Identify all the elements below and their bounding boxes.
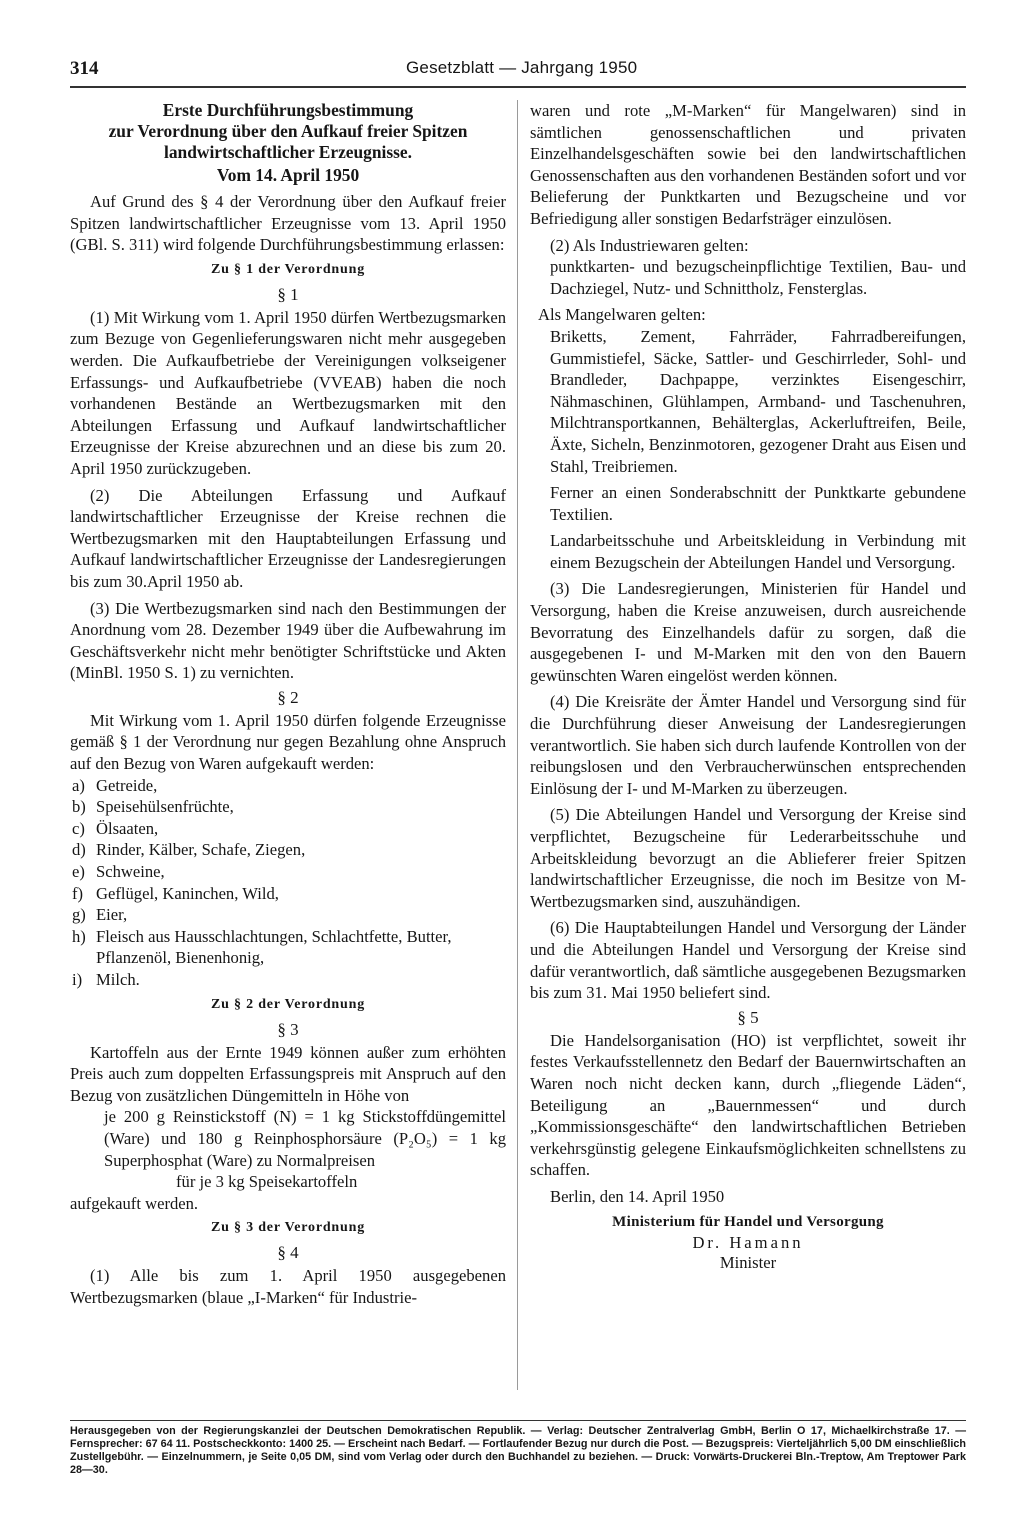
list-item xyxy=(70,839,506,861)
list-item xyxy=(70,969,506,991)
list-item-letter: a) xyxy=(72,775,85,795)
section-3-closing: aufgekauft werden. xyxy=(70,1193,199,1213)
list-item xyxy=(70,883,506,905)
list-item xyxy=(70,926,506,969)
list-item-text: Milch. xyxy=(96,970,140,989)
section-4-paragraph: (6) Die Hauptabteilungen Handel und Versorgung der Länder und die Abteilungen Handel und Versorgung der Kreise sind dafür verantwortlich, daß sämtliche ausgegebenen Bezugsmarken bis zum 31. Mai 1950 beliefert sind. xyxy=(530,918,966,1003)
left-column xyxy=(70,100,506,1309)
preamble: Auf Grund des § 4 der Verordnung über den Aufkauf freier Spitzen landwirtschaftlicher Erzeugnisse vom 13. April 1950 (GBl. S. 311) wird folgende Durchführungsbestimmung erlassen: xyxy=(70,192,506,255)
section-1-paragraph: (3) Die Wertbezugsmarken sind nach den Bestimmungen der Anordnung vom 28. Dezember 1949 über die Aufbewahrung im Geschäftsverkehr nicht mehr benötigter Schriftstücke und Akten (MinBl. 1950 S. 1) zu vernichten. xyxy=(70,598,506,683)
list-item xyxy=(70,818,506,840)
list-item-text: Ölsaaten, xyxy=(96,818,159,838)
list-item-letter: g) xyxy=(72,905,86,925)
section-3-formula-basis: für je 3 kg Speisekartoffeln xyxy=(176,1172,358,1192)
section-1-paragraph: (1) Mit Wirkung vom 1. April 1950 dürfen Wertbezugsmarken zum Bezuge von Gegenlieferungswaren nicht mehr ausgegeben werden. Die Aufkaufbetriebe der Vereinigungen volkseigener Erfassungs- und Aufkaufbetriebe (VVEAB) haben die noch vorhandenen Bestände an Wertbezugsmarken mit den Abteilungen Erfassung und Aufkauf landwirtschaftlicher Erzeugnisse der Kreise abzurechnen und an diese bis zum 20. April 1950 zurückzugeben. xyxy=(70,307,506,478)
section-4-paragraph-1-continued: waren und rote „M-Marken“ für Mangelwaren) sind in sämtlichen genossenschaftlichen und privaten Einzelhandelsgeschäften sowie bei den landwirtschaftlichen Genossenschaften aus den vorhandenen Beständen sofort und vor Belieferung der Punktkarten und Bezugscheine und vor Befriedigung aller sonstigen Bedarfsträger einzulösen. xyxy=(530,101,966,228)
list-item xyxy=(70,904,506,926)
document-title-line: zur Verordnung über den Aufkauf freier Spitzen xyxy=(108,121,468,141)
document-title-line: Erste Durchführungsbestimmung xyxy=(162,100,414,120)
list-item-letter: d) xyxy=(72,840,86,860)
scarce-goods-list: Briketts, Zement, Fahrräder, Fahrradbereifungen, Gummistiefel, Säcke, Sattler- und Geschirrleder, Sohl- und Brandleder, Dachpappe, verzinktes Eisengeschirr, Nähmaschinen, Glühlampen, Armband- und Taschenuhren, Milchtransportkannen, Behälterglas, Ackerluftreifen, Beile, Äxte, Sicheln, Benzinmotoren, gezogener Draht aus Eisen und Stahl, Treibriemen. xyxy=(550,326,966,476)
list-item-text: Speisehülsenfrüchte, xyxy=(96,797,234,817)
scarce-goods-workwear: Landarbeitsschuhe und Arbeitskleidung in Verbindung mit einem Bezugschein der Abteilungen Handel und Versorgung. xyxy=(550,531,966,572)
subheading-zu-paragraph-1: Zu § 1 der Verordnung xyxy=(211,261,365,277)
list-item-text: Getreide, xyxy=(96,775,158,795)
list-item-text: Schweine, xyxy=(96,862,165,882)
issuing-ministry: Ministerium für Handel und Versorgung xyxy=(612,1213,884,1230)
subheading-zu-paragraph-2: Zu § 2 der Verordnung xyxy=(211,996,365,1012)
document-title-line: landwirtschaftlicher Erzeugnisse. xyxy=(164,142,412,162)
section-5-heading: § 5 xyxy=(737,1007,759,1027)
product-list xyxy=(70,775,506,991)
section-3-formula: je 200 g Reinstickstoff (N) = 1 kg Stickstoffdüngemittel (Ware) und 180 g Reinphosphorsäure (P₂O₅) = 1 kg Superphosphat (Ware) zu Normalpreisen xyxy=(104,1107,506,1170)
list-item-letter: b) xyxy=(72,797,86,817)
section-1-heading: § 1 xyxy=(277,284,299,304)
list-item-text: Rinder, Kälber, Schafe, Ziegen, xyxy=(96,840,306,860)
footer-rule xyxy=(70,1420,966,1421)
industry-goods-list: punktkarten- und bezugscheinpflichtige Textilien, Bau- und Dachziegel, Nutz- und Schnittholz, Fensterglas. xyxy=(550,257,966,298)
column-divider xyxy=(517,100,518,1390)
list-item-text: Fleisch aus Hausschlachtungen, Schlachtfette, Butter, Pflanzenöl, Bienenhonig, xyxy=(96,926,452,968)
right-column xyxy=(530,100,966,1273)
running-head: Gesetzblatt — Jahrgang 1950 xyxy=(406,58,638,77)
list-item-letter: f) xyxy=(72,883,84,903)
signer-name: Dr. Hamann xyxy=(692,1232,804,1252)
list-item-letter: i) xyxy=(72,970,83,989)
section-4-paragraph-1-start: (1) Alle bis zum 1. April 1950 ausgegebenen Wertbezugsmarken (blaue „I-Marken“ für Industrie- xyxy=(70,1266,506,1307)
publisher-imprint: Herausgegeben von der Regierungskanzlei der Deutschen Demokratischen Republik. — Verlag: Deutscher Zentralverlag GmbH, Berlin O 17, Michaelkirchstraße 17. — Fernsprecher: 67 64 11. Postscheckkonto: 1400 25. — Erscheint nach Bedarf. — Fortlaufender Bezug nur durch die Post. — Bezugspreis: Vierteljährlich 5,00 DM einschließlich Zustellgebühr. — Einzelnummern, je Seite 0,05 DM, sind vom Verlag oder durch den Buchhandel zu beziehen. — Druck: Vorwärts-Druckerei Bln.-Treptow, Am Treptower Park 28—30. xyxy=(70,1425,966,1476)
industry-goods-intro: (2) Als Industriewaren gelten: xyxy=(550,235,749,255)
list-item xyxy=(70,796,506,818)
signature-block xyxy=(530,1212,966,1273)
section-5-paragraph: Die Handelsorganisation (HO) ist verpflichtet, soweit ihr festes Verkaufsstellennetz den Bedarf der Bauernwirtschaften an Waren noch nicht decken kann, durch „fliegende Läden“, Beteiligung an „Bauernmessen“ und durch „Kommissionsgeschäfte“ den landwirtschaftlichen Betrieben verkehrsgünstig gelegene Einkaufsmöglichkeiten schnellstens zu schaffen. xyxy=(530,1030,966,1180)
section-3-intro: Kartoffeln aus der Ernte 1949 können außer zum erhöhten Preis auch zum doppelten Erfassungspreis mit Anspruch auf den Bezug von zusätzlichen Düngemitteln in Höhe von xyxy=(70,1042,506,1105)
list-item-text: Geflügel, Kaninchen, Wild, xyxy=(96,883,279,903)
section-3-heading: § 3 xyxy=(277,1019,299,1039)
list-item-letter: e) xyxy=(72,862,85,882)
section-2-intro: Mit Wirkung vom 1. April 1950 dürfen folgende Erzeugnisse gemäß § 1 der Verordnung nur gegen Bezahlung ohne Anspruch auf den Bezug von Waren aufgekauft werden: xyxy=(70,710,506,774)
scarce-goods-textiles: Ferner an einen Sonderabschnitt der Punktkarte gebundene Textilien. xyxy=(550,483,966,524)
subheading-zu-paragraph-3: Zu § 3 der Verordnung xyxy=(211,1220,365,1236)
document-date: Vom 14. April 1950 xyxy=(216,165,360,185)
page-header xyxy=(70,58,968,84)
section-4-paragraph: (5) Die Abteilungen Handel und Versorgung der Kreise sind verpflichtet, Bezugscheine für Lederarbeitsschuhe und Arbeitskleidung bevorzugt an die Ablieferer freier Spitzen landwirtschaftlicher Erzeugnisse, die noch im Besitze von M-Wertbezugsmarken sind, auszuhändigen. xyxy=(530,805,966,911)
section-4-heading: § 4 xyxy=(277,1243,299,1263)
place-and-date: Berlin, den 14. April 1950 xyxy=(550,1186,725,1206)
section-1-paragraph: (2) Die Abteilungen Erfassung und Aufkauf landwirtschaftlicher Erzeugnisse der Kreise rechnen die Wertbezugsmarken mit den Hauptabteilungen Erfassung und Aufkauf landwirtschaftlicher Erzeugnisse der Landesregierungen bis zum 30.April 1950 ab. xyxy=(70,485,506,591)
list-item-text: Eier, xyxy=(96,905,128,925)
list-item xyxy=(70,775,506,797)
section-4-paragraph: (4) Die Kreisräte der Ämter Handel und Versorgung sind für die Durchführung dieser Anweisung der Landesregierungen verantwortlich. Sie haben sich durch laufende Kontrollen von der reibungslosen und den Verbraucherwünschen entsprechenden Einlösung der I- und M-Marken zu überzeugen. xyxy=(530,692,966,798)
section-2-heading: § 2 xyxy=(277,687,299,707)
header-rule xyxy=(70,86,966,88)
list-item xyxy=(70,861,506,883)
scarce-goods-intro: Als Mangelwaren gelten: xyxy=(538,305,706,325)
signer-role: Minister xyxy=(719,1252,777,1272)
section-4-paragraph: (3) Die Landesregierungen, Ministerien für Handel und Versorgung, haben die Kreise anzuweisen, durch ausreichende Bevorratung des Einzelhandels dafür zu sorgen, daß die ausgegebenen I- und M-Marken mit den von den Bauern gewünschten Waren eingelöst werden können. xyxy=(530,579,966,685)
list-item-letter: c) xyxy=(72,818,85,838)
page-number: 314 xyxy=(70,58,99,79)
list-item-letter: h) xyxy=(72,926,86,946)
